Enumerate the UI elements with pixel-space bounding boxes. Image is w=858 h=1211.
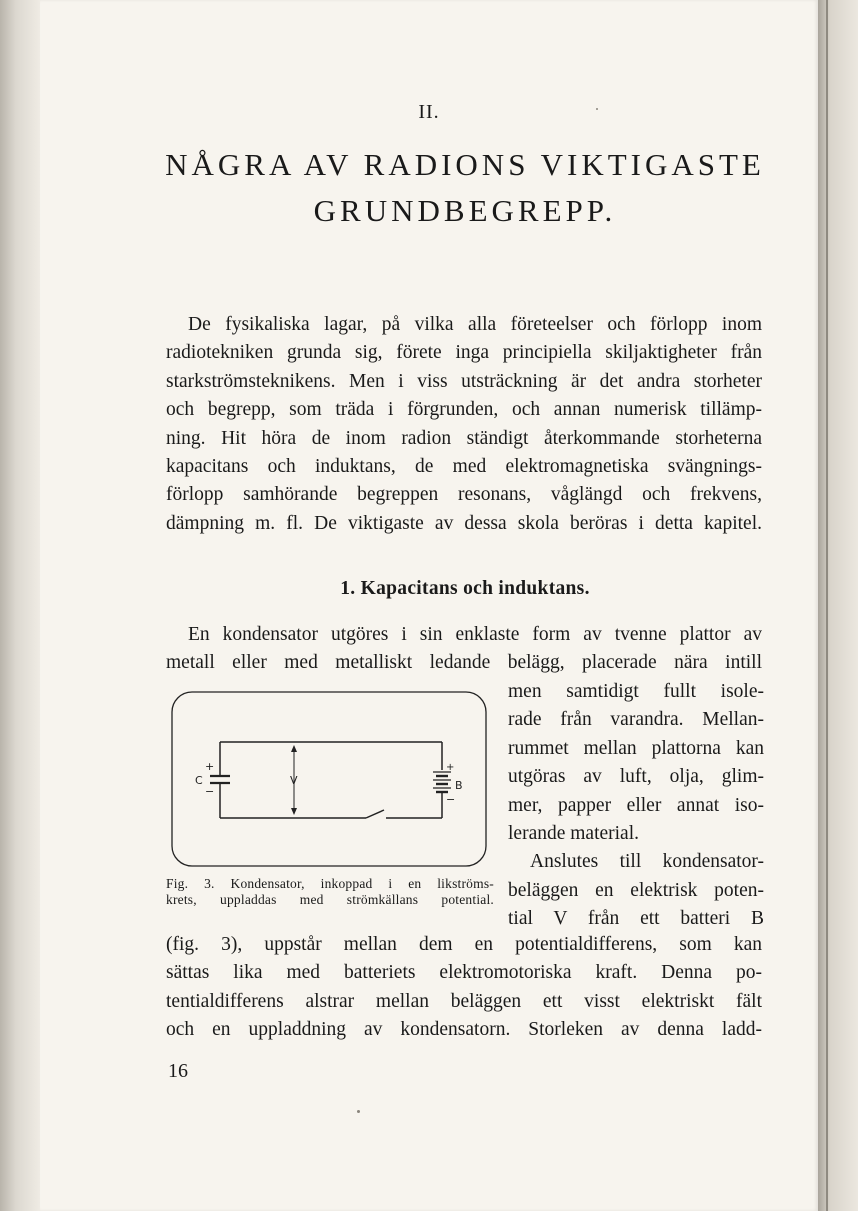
page-number: 16: [168, 1060, 188, 1082]
voltage-label: V: [290, 774, 298, 787]
text-line: rade från varandra. Mellan-: [508, 709, 764, 731]
text-line: starkströmsteknikens. Men i viss utsträckning är det andra storheter: [166, 370, 762, 392]
caption-line-1: Fig. 3. Kondensator, inkoppad i en likströms-: [166, 876, 494, 891]
battery-plus-sign: +: [446, 762, 455, 773]
circuit-figure: [170, 690, 488, 868]
capacitor-plus-sign: +: [205, 760, 215, 773]
text-line: och en uppladdning av kondensatorn. Storleken av denna ladd-: [166, 1019, 762, 1041]
text-line: mer, papper eller annat iso-: [508, 794, 764, 816]
arrow-down-icon: [291, 808, 297, 815]
text-line: utgöras av luft, olja, glim-: [508, 766, 764, 788]
arrow-up-icon: [291, 745, 297, 752]
paper-speck: [357, 1110, 360, 1113]
text-line: förlopp samhörande begreppen resonans, våglängd och frekvens,: [166, 484, 762, 506]
text-line: Anslutes till kondensator-: [530, 851, 764, 873]
text-line: kapacitans och induktans, de med elektromagnetiska svängnings-: [166, 456, 762, 478]
text-line: beläggen en elektrisk poten-: [508, 879, 764, 901]
wrap-text-column: [508, 678, 764, 934]
text-line: metall eller med metalliskt ledande belägg, placerade nära intill: [166, 652, 762, 674]
battery-minus-sign: −: [446, 793, 456, 806]
caption-line-2: krets, uppladdas med strömkällans potential.: [166, 892, 494, 907]
switch-blade: [366, 810, 384, 818]
capacitor-minus-sign: −: [205, 785, 215, 798]
body-paragraph-bottom: [166, 931, 762, 1045]
text-line: sättas lika med batteriets elektromotoriska kraft. Denna po-: [166, 962, 762, 984]
text-line: radiotekniken grunda sig, förete inga principiella skiljaktigheter från: [166, 342, 762, 364]
section-heading: 1. Kapacitans och induktans.: [340, 578, 590, 599]
text-line: En kondensator utgöres i sin enklaste form av tvenne plattor av: [188, 624, 762, 645]
text-line: dämpning m. fl. De viktigaste av dessa skola beröras i detta kapitel.: [166, 512, 762, 534]
text-line: (fig. 3), uppstår mellan dem en potentialdifferens, som kan: [166, 934, 762, 955]
text-line: ning. Hit höra de inom radion ständigt återkommande storheterna: [166, 427, 762, 449]
chapter-title: [0, 142, 858, 234]
paper-speck: [596, 108, 598, 110]
intro-paragraph: [166, 311, 762, 538]
circuit-diagram: [170, 690, 488, 868]
capacitor-label: C: [195, 774, 203, 787]
chapter-title-line-2: GRUNDBEGREPP.: [313, 193, 617, 228]
chapter-number: II.: [418, 101, 440, 123]
battery-label: B: [455, 779, 463, 792]
text-line: och begrepp, som träda i förgrunden, och annan numerisk tillämp-: [166, 399, 762, 421]
figure-frame: [172, 692, 486, 866]
text-line: tentialdifferens alstrar mellan beläggen ett visst elektriskt fält: [166, 990, 762, 1012]
text-line: men samtidigt fullt isole-: [508, 681, 764, 702]
chapter-title-line-1: NÅGRA AV RADIONS VIKTIGASTE: [165, 147, 765, 182]
figure-caption: [166, 876, 494, 908]
text-line: rummet mellan plattorna kan: [508, 737, 764, 759]
text-line: lerande material.: [508, 823, 640, 845]
text-line: tial V från ett batteri B: [508, 908, 764, 930]
text-line: De fysikaliska lagar, på vilka alla företeelser och förlopp inom: [188, 314, 762, 335]
body-paragraph-top: [166, 621, 762, 678]
